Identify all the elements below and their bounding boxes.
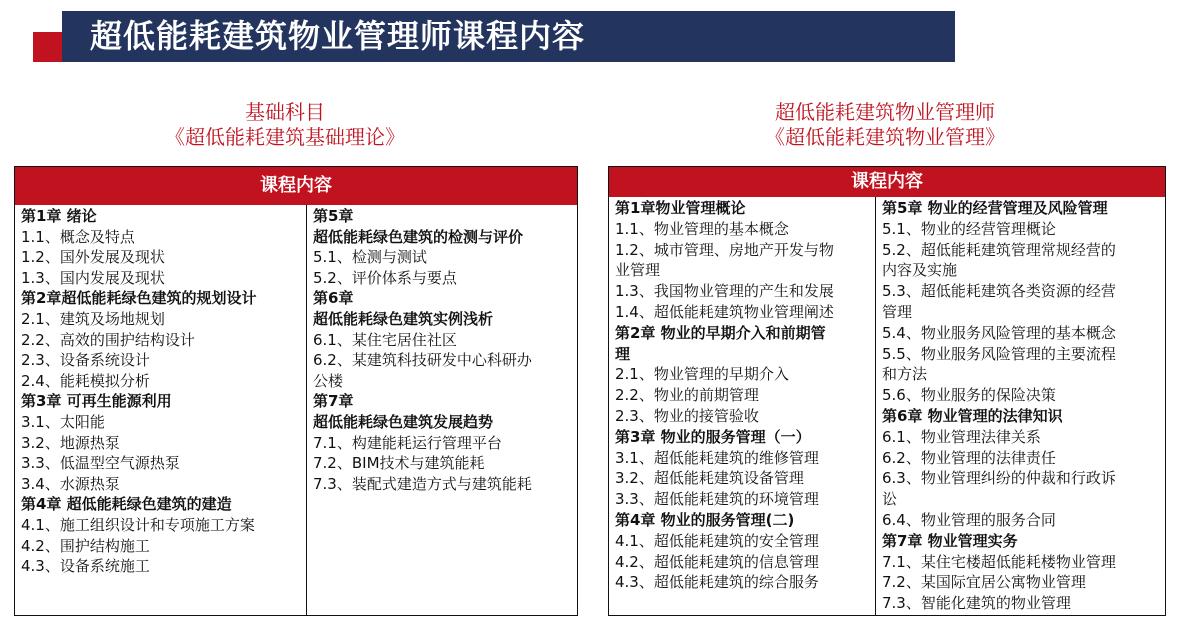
right-subject-line2: 《超低能耗建筑物业管理》 [765, 125, 1005, 149]
section-item: 2.2、物业的前期管理 [615, 386, 759, 405]
section-item: 6.1、某住宅居住社区 [313, 330, 457, 349]
right-col-1 [609, 197, 875, 615]
chapter-heading: 超低能耗绿色建筑发展趋势 [313, 412, 494, 431]
section-item: 7.2、BIM技术与建筑能耗 [313, 454, 485, 473]
section-item: 和方法 [882, 365, 928, 384]
right-course-panel [608, 166, 1166, 616]
left-subject-heading [135, 100, 435, 150]
section-item: 1.3、国内发展及现状 [21, 268, 165, 287]
section-item: 6.2、某建筑科技研发中心科研办 [313, 351, 532, 370]
section-item: 7.1、构建能耗运行管理平台 [313, 433, 502, 452]
section-item: 5.6、物业服务的保险决策 [882, 386, 1056, 405]
section-item: 4.3、超低能耗建筑的综合服务 [615, 573, 819, 592]
section-item: 3.2、超低能耗建筑设备管理 [615, 469, 804, 488]
section-item: 2.3、设备系统设计 [21, 351, 150, 370]
section-item: 2.2、高效的围护结构设计 [21, 330, 195, 349]
section-item: 5.1、检测与测试 [313, 248, 427, 267]
section-item: 1.2、国外发展及现状 [21, 248, 165, 267]
chapter-heading: 第6章 [313, 289, 354, 308]
chapter-heading: 第4章 物业的服务管理(二) [615, 510, 795, 529]
left-col-2 [306, 205, 577, 615]
section-item: 4.1、施工组织设计和专项施工方案 [21, 515, 255, 534]
chapter-heading: 超低能耗绿色建筑的检测与评价 [313, 227, 524, 246]
section-item: 5.2、评价体系与要点 [313, 268, 457, 287]
section-item: 1.4、超低能耗建筑物业管理阐述 [615, 302, 834, 321]
section-item: 6.3、物业管理纠纷的仲裁和行政诉 [882, 469, 1116, 488]
section-item: 7.3、智能化建筑的物业管理 [882, 594, 1071, 613]
section-item: 5.1、物业的经营管理概论 [882, 219, 1056, 238]
section-item: 3.2、地源热泵 [21, 433, 120, 452]
section-item: 2.4、能耗模拟分析 [21, 371, 150, 390]
right-subject-line1: 超低能耗建筑物业管理师 [775, 100, 995, 124]
page-title: 超低能耗建筑物业管理师课程内容 [62, 11, 955, 62]
section-item: 4.1、超低能耗建筑的安全管理 [615, 531, 819, 550]
section-item: 3.1、太阳能 [21, 412, 105, 431]
section-item: 6.4、物业管理的服务合同 [882, 510, 1056, 529]
chapter-heading: 第7章 [313, 392, 354, 411]
chapter-heading: 第3章 物业的服务管理（一） [615, 427, 811, 446]
chapter-heading: 第6章 物业管理的法律知识 [882, 406, 1063, 425]
left-subject-line2: 《超低能耗建筑基础理论》 [165, 125, 405, 149]
left-subject-line1: 基础科目 [245, 100, 325, 124]
chapter-heading: 第3章 可再生能源利用 [21, 392, 172, 411]
section-item: 4.2、超低能耗建筑的信息管理 [615, 552, 819, 571]
section-item: 3.4、水源热泵 [21, 474, 120, 493]
right-panel-header: 课程内容 [609, 167, 1165, 197]
chapter-heading: 第1章物业管理概论 [615, 199, 746, 217]
right-subject-heading [735, 100, 1035, 150]
section-item: 6.1、物业管理法律关系 [882, 427, 1041, 446]
section-item: 3.3、低温型空气源热泵 [21, 454, 180, 473]
section-item: 1.1、概念及特点 [21, 227, 135, 246]
section-item: 3.3、超低能耗建筑的环境管理 [615, 490, 819, 509]
section-item: 1.3、我国物业管理的产生和发展 [615, 282, 834, 301]
section-item: 业管理 [615, 261, 661, 280]
section-item: 5.2、超低能耗建筑管理常规经营的 [882, 240, 1116, 259]
chapter-heading: 理 [615, 344, 631, 363]
chapter-heading: 第5章 [313, 207, 354, 225]
chapter-heading: 超低能耗绿色建筑实例浅析 [313, 309, 494, 328]
section-item: 6.2、物业管理的法律责任 [882, 448, 1056, 467]
section-item: 2.1、建筑及场地规划 [21, 309, 165, 328]
section-item: 7.2、某国际宜居公寓物业管理 [882, 573, 1086, 592]
chapter-heading: 第1章 绪论 [21, 207, 97, 225]
section-item: 4.3、设备系统施工 [21, 557, 150, 576]
left-course-panel [14, 166, 578, 616]
section-item: 2.3、物业的接管验收 [615, 406, 759, 425]
section-item: 2.1、物业管理的早期介入 [615, 365, 789, 384]
section-item: 4.2、围护结构施工 [21, 536, 150, 555]
chapter-heading: 第7章 物业管理实务 [882, 531, 1018, 550]
section-item: 5.3、超低能耗建筑各类资源的经营 [882, 282, 1116, 301]
section-item: 管理 [882, 302, 913, 321]
section-item: 内容及实施 [882, 261, 958, 280]
chapter-heading: 第2章 物业的早期介入和前期管 [615, 323, 826, 342]
section-item: 1.1、物业管理的基本概念 [615, 219, 789, 238]
left-panel-header: 课程内容 [15, 167, 577, 205]
section-item: 5.4、物业服务风险管理的基本概念 [882, 323, 1116, 342]
chapter-heading: 第4章 超低能耗绿色建筑的建造 [21, 495, 232, 514]
section-item: 公楼 [313, 371, 344, 390]
chapter-heading: 第5章 物业的经营管理及风险管理 [882, 199, 1108, 217]
right-col-2 [875, 197, 1165, 615]
section-item: 3.1、超低能耗建筑的维修管理 [615, 448, 819, 467]
section-item: 1.2、城市管理、房地产开发与物 [615, 240, 834, 259]
chapter-heading: 第2章超低能耗绿色建筑的规划设计 [21, 289, 257, 308]
section-item: 7.1、某住宅楼超低能耗楼物业管理 [882, 552, 1116, 571]
section-item: 5.5、物业服务风险管理的主要流程 [882, 344, 1116, 363]
section-item: 讼 [882, 490, 898, 509]
section-item: 7.3、装配式建造方式与建筑能耗 [313, 474, 532, 493]
left-col-1 [15, 205, 306, 615]
